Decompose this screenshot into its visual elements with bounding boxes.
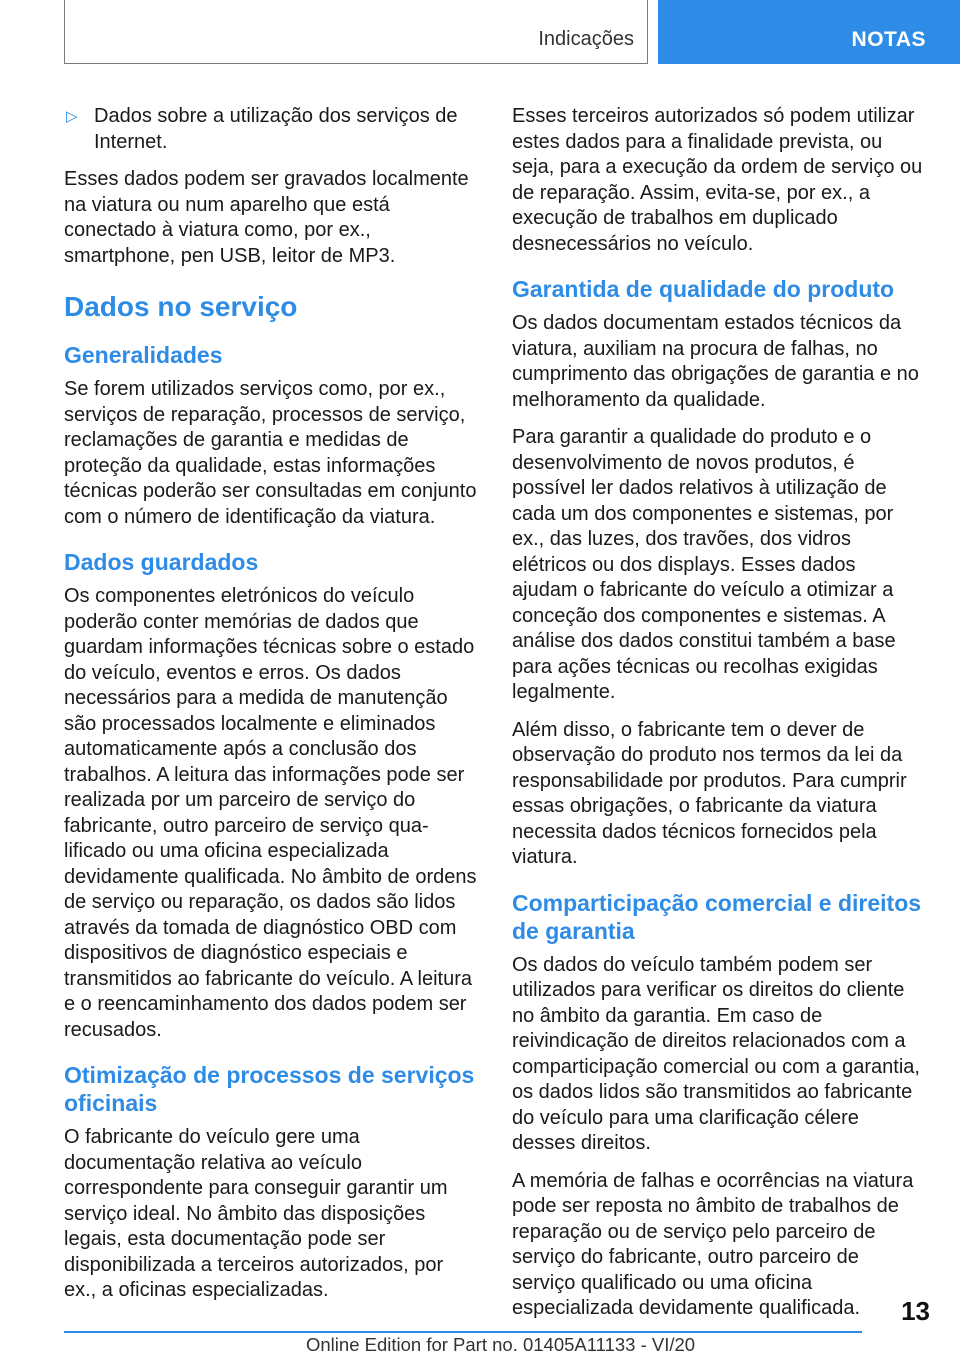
paragraph: A memória de falhas e ocorrências na viatura pode ser reposta no âmbito de trabalhos de reparação ou de serviço pelo parceiro de serviço do fabricante, outro parceiro de serviço qualificado ou uma oficina especializada devidamente qualificada. (512, 1169, 914, 1319)
triangle-bullet-icon: ▷ (66, 108, 78, 125)
edition-footer: Online Edition for Part no. 01405A11133 - VI/20 (306, 1334, 696, 1355)
paragraph: Esses terceiros autorizados só podem utilizar estes dados para a finalidade prevista, ou seja, para a execução da ordem de serviço ou de reparação. Assim, evita-se, por ex., a execução de trabalhos em duplicado desnecessários no veículo. (512, 105, 923, 255)
paragraph: Os dados do veículo também podem ser utilizados para verificar os direitos do cliente no âmbito da garantia. Em caso de reivindicação de direitos relacionados com a comparticipação comercial ou com a garantia, os dados lidos são transmitidos ao fabricante do veículo para uma clarificação célere desses direitos. (512, 953, 920, 1154)
subsection-heading: Dados guardados (64, 549, 259, 575)
subsection-heading: Garantida de qualidade do produto (512, 276, 895, 302)
bullet-text: Dados sobre a utilização dos serviços de Internet. (94, 105, 458, 153)
bullet-item (64, 104, 478, 155)
page-header (0, 0, 960, 66)
section-heading: Dados no serviço (64, 291, 298, 322)
paragraph: Se forem utilizados serviços como, por ex., serviços de reparação, processos de serviço, reclamações de garantia e medidas de proteção da qualidade, estas informações técnicas poderão ser consultadas em conjunto com o número de identificação da viatura. (64, 378, 477, 528)
paragraph: Além disso, o fabricante tem o dever de observação do produto nos termos da lei da responsabilidade por produtos. Para cumprir essas obrigações, o fabricante da viatura necessita dados técnicos fornecidos pela viatura. (512, 718, 907, 868)
subsection-heading: Otimização de processos de serviços oficinais (64, 1062, 475, 1116)
page-number: 13 (901, 1296, 930, 1326)
paragraph: Para garantir a qualidade do produto e o desenvolvimento de novos produtos, é possível ler dados relativos à utilização de cada um dos componentes e sistemas, por ex., das luzes, dos travões, dos vidros elétricos ou dos displays. Esses dados ajudam o fabricante do veículo a otimizar a conceção dos componentes e sistemas. A análise dos dados constitui também a base para ações técnicas ou recolhas exigidas legalmente. (512, 426, 896, 703)
paragraph: Esses dados podem ser gravados localmente na viatura ou num aparelho que está conectado à viatura como, por ex., smartphone, pen USB, leitor de MP3. (64, 168, 469, 267)
left-column (64, 104, 478, 1316)
right-column (512, 104, 926, 1334)
subsection-heading: Generalidades (64, 342, 223, 368)
header-section-title: Indicações (538, 28, 634, 50)
subsection-heading: Comparticipação comercial e direitos de garantia (512, 889, 922, 944)
paragraph: Os componentes eletrónicos do veículo poderão conter memórias de dados que guardam informações técnicas sobre o estado do veículo, eventos e erros. Os dados necessários para a medida de manutenção são processados localmente e eliminados automaticamente após a conclusão dos trabalhos. A leitura das informações pode ser realizada por um parceiro de serviço do fabricante, outro parceiro de serviço qualificado ou uma oficina especializada devidamente qualificada. No âmbito de ordens de serviço ou reparação, os dados são lidos através da tomada de diagnóstico OBD com dispositivos de diagnóstico especiais e transmitidos ao fabricante do veículo. A leitura e o reencaminhamento dos dados podem ser recusados. (64, 585, 477, 1041)
header-chapter-tab (658, 0, 960, 64)
paragraph: O fabricante do veículo gere uma documentação relativa ao veículo correspondente para conseguir garantir um serviço ideal. No âmbito das disposições legais, esta documentação pode ser disponibilizada a terceiros autorizados, por ex., a oficinas especializadas. (64, 1126, 448, 1301)
paragraph: Os dados documentam estados técnicos da viatura, auxiliam na procura de falhas, no cumprimento das obrigações de garantia e no melhoramento da qualidade. (512, 312, 919, 411)
footer-divider (64, 1331, 862, 1333)
header-chapter-label: NOTAS (851, 28, 926, 51)
